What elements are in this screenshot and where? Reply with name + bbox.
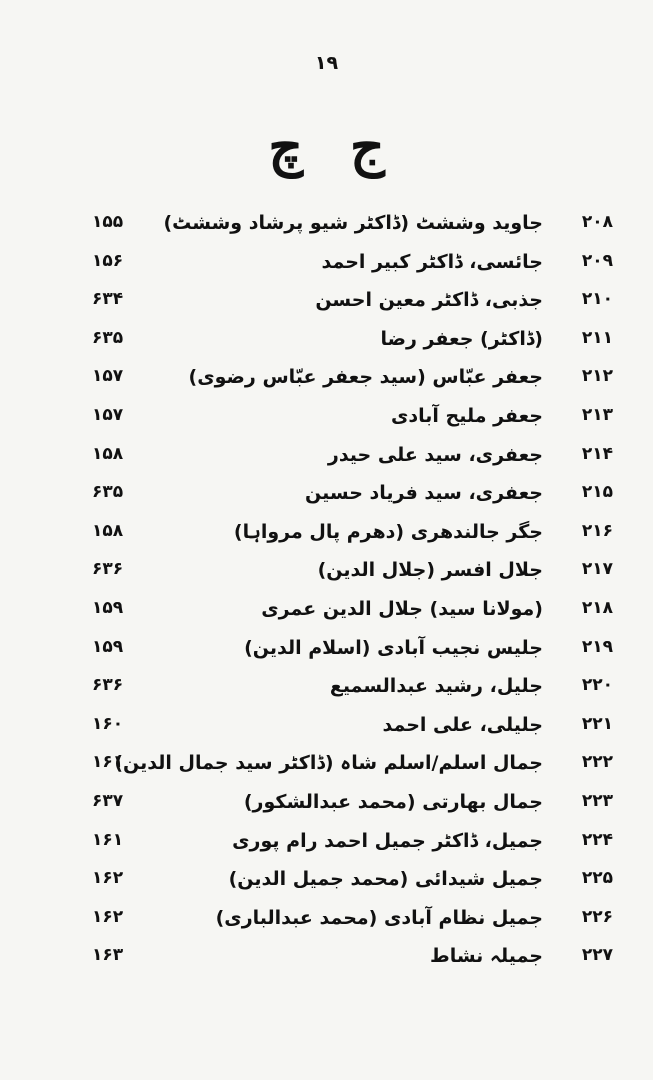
entry-number: ۲۲۱ <box>581 713 613 734</box>
entry-number: ۲۲۳ <box>581 791 613 811</box>
entry-name: جلیلی، علی احمد <box>382 713 543 736</box>
index-entry <box>0 438 653 478</box>
entry-page-number: ۶۳۷ <box>92 791 124 811</box>
entry-page-number: ۱۶۳ <box>92 945 124 966</box>
entry-name: جلیس نجیب آبادی (اسلام الدین) <box>244 636 543 659</box>
entry-number: ۲۱۷ <box>581 559 613 580</box>
index-entry <box>0 939 653 979</box>
entry-number: ۲۱۹ <box>581 636 613 657</box>
entry-number: ۲۱۳ <box>581 405 613 425</box>
index-entry <box>0 283 653 323</box>
index-entry <box>0 824 653 864</box>
entry-name: جمیل، ڈاکٹر جمیل احمد رام پوری <box>232 829 543 852</box>
entry-page-number: ۱۶۱ <box>92 752 124 773</box>
index-entry <box>0 360 653 400</box>
entry-name: جذبی، ڈاکٹر معین احسن <box>315 289 543 312</box>
index-entry <box>0 901 653 941</box>
entry-page-number: ۶۳۴ <box>92 289 124 310</box>
index-entry <box>0 476 653 516</box>
entry-name: جلیل، رشید عبدالسمیع <box>329 675 543 698</box>
entry-number: ۲۲۰ <box>581 675 613 696</box>
entry-number: ۲۱۵ <box>581 482 613 503</box>
entry-page-number: ۱۵۷ <box>92 366 124 387</box>
entry-name: جگر جالندھری (دھرم پال مرواہا) <box>233 520 543 543</box>
entry-page-number: ۱۵۶ <box>92 250 124 271</box>
entry-name: جمال اسلم/اسلم شاہ (ڈاکٹر سید جمال الدین) <box>114 752 543 775</box>
entry-name: جعفری، سید علی حیدر <box>327 443 543 466</box>
heading-letter-jeem: ج <box>349 114 385 178</box>
entry-name: جائسی، ڈاکٹر کبیر احمد <box>321 250 543 273</box>
entry-number: ۲۲۴ <box>581 829 613 850</box>
entry-name: جعفری، سید فریاد حسین <box>305 482 543 505</box>
entry-name: (مولانا سید) جلال الدین عمری <box>261 598 543 620</box>
entry-number: ۲۲۶ <box>581 906 613 927</box>
entry-page-number: ۶۳۶ <box>92 675 124 696</box>
entry-name: جاوید وششٹ (ڈاکٹر شیو پرشاد وششٹ) <box>163 212 543 234</box>
entry-page-number: ۱۵۷ <box>92 405 124 425</box>
entry-name: جمیل نظام آبادی (محمد عبدالباری) <box>215 906 543 929</box>
entry-number: ۲۱۱ <box>581 327 613 348</box>
entry-number: ۲۱۰ <box>581 289 613 310</box>
entry-name: جعفر عبّاس (سید جعفر عبّاس رضوی) <box>188 366 543 389</box>
entry-page-number: ۶۳۵ <box>92 482 124 503</box>
entry-page-number: ۱۵۸ <box>92 520 124 541</box>
entry-number: ۲۱۴ <box>581 443 613 464</box>
entry-name: جلال افسر (جلال الدین) <box>317 559 543 582</box>
entry-name: جمیل شیدائی (محمد جمیل الدین) <box>228 868 543 891</box>
entry-number: ۲۰۹ <box>581 250 613 271</box>
entry-page-number: ۱۶۲ <box>92 868 124 889</box>
index-entry <box>0 399 653 439</box>
entry-number: ۲۱۶ <box>581 520 613 541</box>
heading-letter-che: چ <box>268 114 304 178</box>
entry-page-number: ۱۵۵ <box>92 212 124 232</box>
page-number: ١٩ <box>314 52 339 74</box>
index-entry <box>0 592 653 632</box>
entry-number: ۲۰۸ <box>581 212 613 232</box>
entry-page-number: ۶۳۵ <box>92 327 124 348</box>
index-entry <box>0 862 653 902</box>
section-heading <box>0 106 653 186</box>
entry-name: جمیلہ نشاط <box>429 945 543 968</box>
entry-page-number: ۱۵۹ <box>92 636 124 657</box>
entry-number: ۲۱۸ <box>581 598 613 618</box>
entry-page-number: ۱۶۰ <box>92 713 124 734</box>
entry-number: ۲۱۲ <box>581 366 613 387</box>
index-entry <box>0 746 653 786</box>
index-entry <box>0 631 653 671</box>
entry-page-number: ۶۳۶ <box>92 559 124 580</box>
index-entry <box>0 669 653 709</box>
entry-number: ۲۲۵ <box>581 868 613 889</box>
entry-name: جمال بھارتی (محمد عبدالشکور) <box>243 791 543 813</box>
index-entry <box>0 322 653 362</box>
index-entry <box>0 245 653 285</box>
entry-page-number: ۱۵۸ <box>92 443 124 464</box>
index-entry <box>0 708 653 748</box>
entry-page-number: ۱۶۲ <box>92 906 124 927</box>
index-entry <box>0 206 653 246</box>
entry-name: (ڈاکٹر) جعفر رضا <box>380 327 543 350</box>
entry-page-number: ۱۶۱ <box>92 829 124 850</box>
entry-number: ۲۲۲ <box>581 752 613 773</box>
index-entry <box>0 515 653 555</box>
index-entry <box>0 785 653 825</box>
entry-number: ۲۲۷ <box>581 945 613 966</box>
entry-page-number: ۱۵۹ <box>92 598 124 618</box>
index-entry <box>0 553 653 593</box>
entry-name: جعفر ملیح آبادی <box>390 405 543 427</box>
